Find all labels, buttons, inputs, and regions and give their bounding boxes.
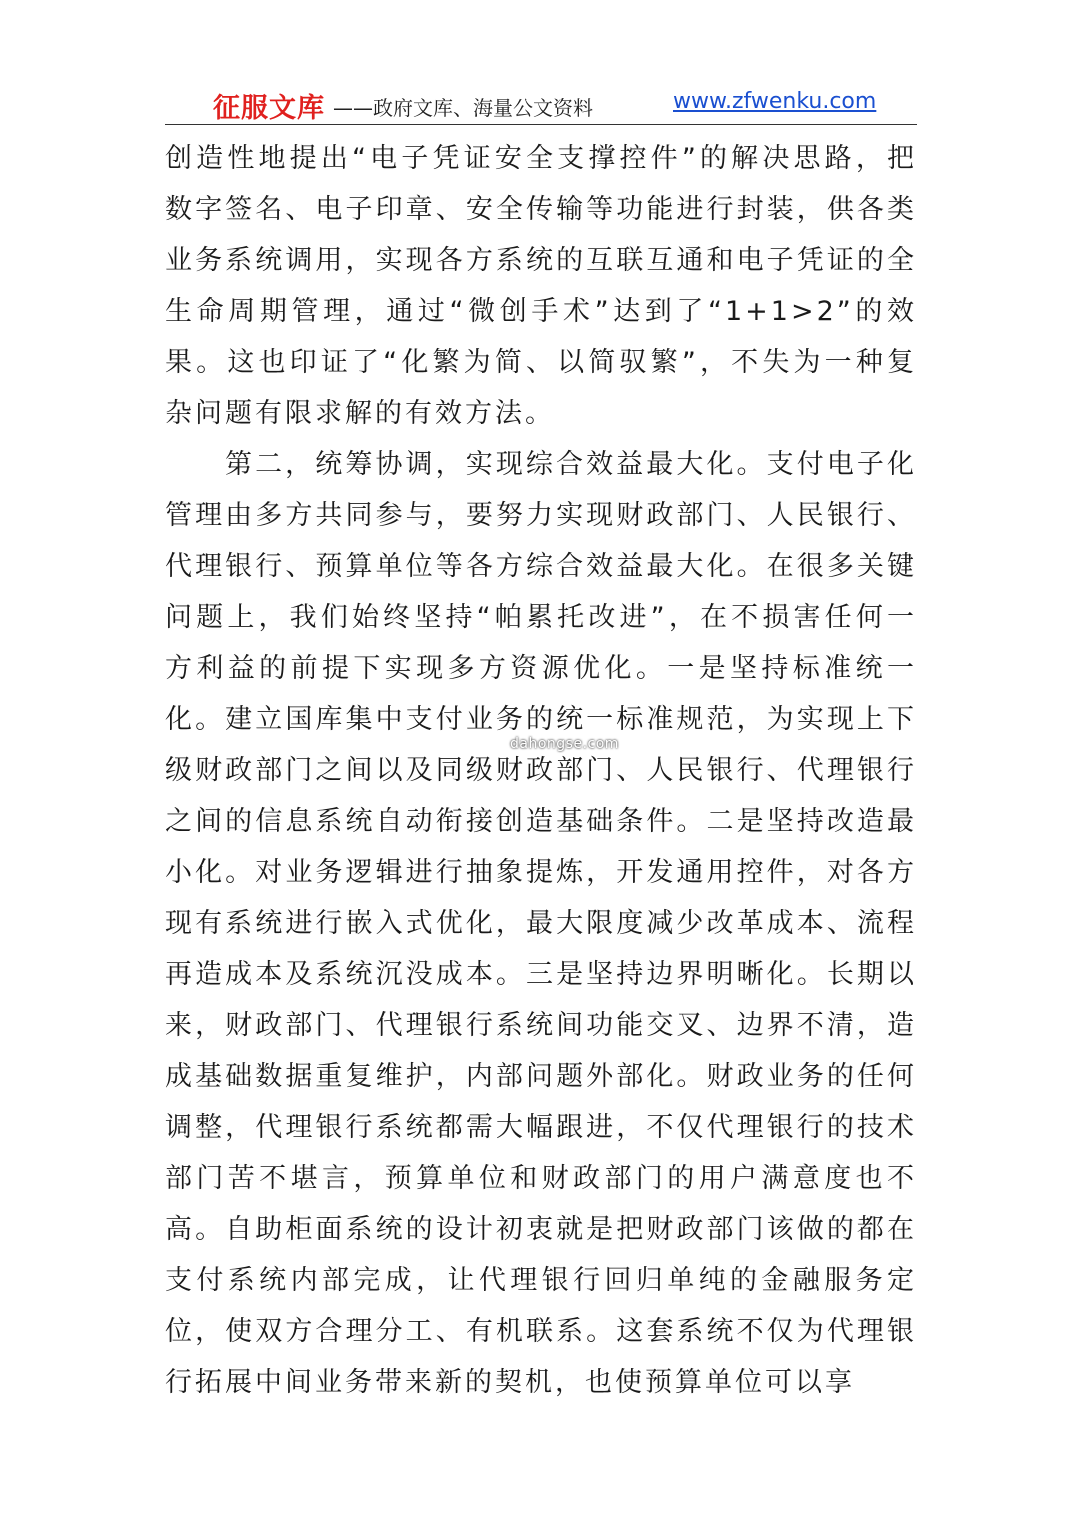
brand-logo-text[interactable]: 征服文库 xyxy=(213,93,325,124)
header-tagline: ——政府文库、海量公文资料 xyxy=(333,96,593,120)
paragraph-2: 第二，统筹协调，实现综合效益最大化。支付电子化管理由多方共同参与，要努力实现财政部门、人民银行、代理银行、预算单位等各方综合效益最大化。在很多关键问题上，我们始终坚持“帕累托改进”，在不损害任何一方利益的前提下实现多方资源优化。一是坚持标准统一化。建立国库集中支付业务的统一标准规范，为实现上下级财政部门之间以及同级财政部门、人民银行、代理银行之间的信息系统自动衔接创造基础条件。二是坚持改造最小化。对业务逻辑进行抽象提炼，开发通用控件，对各方现有系统进行嵌入式优化，最大限度减少改革成本、流程再造成本及系统沉没成本。三是坚持边界明晰化。长期以来，财政部门、代理银行系统间功能交叉、边界不清，造成基础数据重复维护，内部问题外部化。财政业务的任何调整，代理银行系统都需大幅跟进，不仅代理银行的技术部门苦不堪言，预算单位和财政部门的用户满意度也不高。自助柜面系统的设计初衷就是把财政部门该做的都在支付系统内部完成，让代理银行回归单纯的金融服务定位，使双方合理分工、有机联系。这套系统不仅为代理银行拓展中间业务带来新的契机，也使预算单位可以享 xyxy=(165,449,917,1398)
paragraph-1: 创造性地提出“电子凭证安全支撑控件”的解决思路，把数字签名、电子印章、安全传输等功能进行封装，供各类业务系统调用，实现各方系统的互联互通和电子凭证的全生命周期管理，通过“微创手术”达到了“1+1>2”的效果。这也印证了“化繁为简、以简驭繁”，不失为一种复杂问题有限求解的有效方法。 xyxy=(165,143,917,429)
watermark-text: dahongse.com xyxy=(510,736,619,752)
page-header xyxy=(165,84,917,125)
site-url-link[interactable]: www.zfwenku.com xyxy=(673,89,877,114)
document-body xyxy=(165,133,917,1408)
